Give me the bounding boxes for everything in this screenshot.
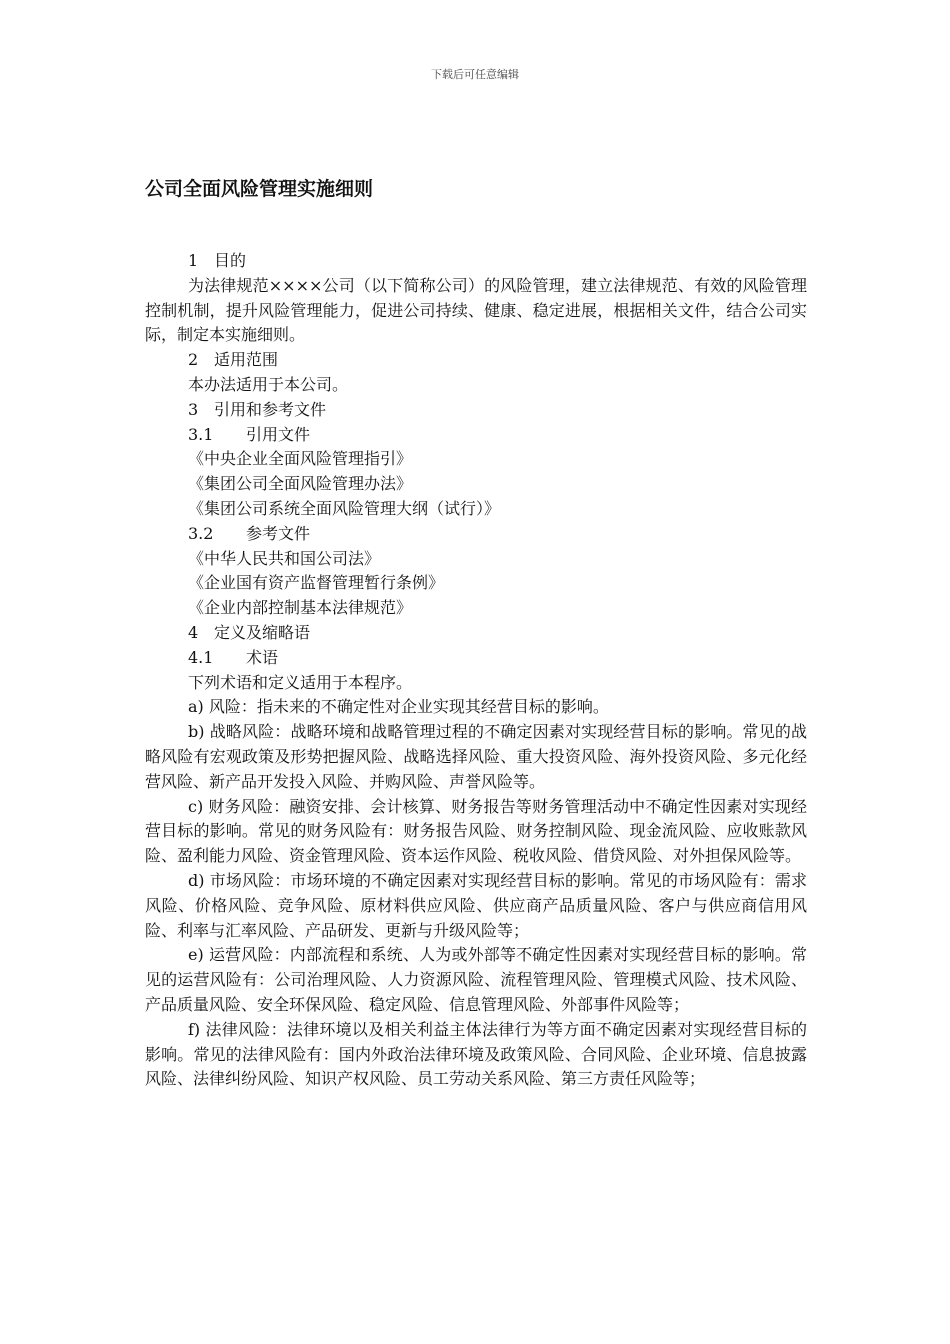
term-definition: d) 市场风险：市场环境的不确定因素对实现经营目标的影响。常见的市场风险有：需求风险、价格风险、竞争风险、原材料供应风险、供应商产品质量风险、客户与供应商信用风险、利率与汇率风险、产品研发、更新与升级风险等； — [145, 870, 807, 940]
subsection-label: 参考文件 — [246, 523, 311, 543]
subsection-heading — [145, 646, 807, 671]
subsection-label: 术语 — [246, 647, 279, 667]
header-note: 下载后可任意编辑 — [431, 68, 519, 81]
paragraph: 本办法适用于本公司。 — [188, 374, 349, 394]
subsection-number: 3.2 — [188, 523, 214, 543]
term-definition: f) 法律风险：法律环境以及相关利益主体法律行为等方面不确定因素对实现经营目标的影响。常见的法律风险有：国内外政治法律环境及政策风险、合同风险、企业环境、信息披露风险、法律纠纷风险、知识产权风险、员工劳动关系风险、第三方责任风险等； — [145, 1019, 807, 1089]
section-number: 1 — [188, 251, 199, 270]
term-definition: a) 风险：指未来的不确定性对企业实现其经营目标的影响。 — [188, 697, 609, 717]
document-title: 公司全面风险管理实施细则 — [145, 178, 374, 200]
section-number: 2 — [188, 350, 199, 370]
term-definition: e) 运营风险：内部流程和系统、人为或外部等不确定性因素对实现经营目标的影响。常见的运营风险有：公司治理风险、人力资源风险、流程管理风险、管理模式风险、技术风险、产品质量风险、安全环保风险、稳定风险、信息管理风险、外部事件风险等； — [145, 945, 807, 1014]
reference-item: 《集团公司系统全面风险管理大纲（试行）》 — [188, 498, 501, 518]
subsection-heading — [145, 522, 807, 547]
section-heading — [145, 398, 807, 423]
section-label: 引用和参考文件 — [214, 399, 327, 419]
subsection-label: 引用文件 — [246, 424, 311, 444]
subsection-heading — [145, 423, 807, 448]
section-number: 4 — [188, 622, 199, 642]
reference-item: 《集团公司全面风险管理办法》 — [188, 474, 413, 494]
paragraph: 为法律规范××××公司（以下简称公司）的风险管理，建立法律规范、有效的风险管理控制机制，提升风险管理能力，促进公司持续、健康、稳定进展，根据相关文件，结合公司实际，制定本实施细则。 — [145, 275, 807, 345]
reference-item: 《企业国有资产监督管理暂行条例》 — [188, 573, 445, 593]
reference-item: 《中央企业全面风险管理指引》 — [188, 449, 413, 469]
subsection-number: 3.1 — [188, 424, 214, 444]
term-definition: b) 战略风险：战略环境和战略管理过程的不确定因素对实现经营目标的影响。常见的战略风险有宏观政策及形势把握风险、战略选择风险、重大投资风险、海外投资风险、多元化经营风险、新产品开发投入风险、并购风险、声誉风险等。 — [145, 722, 807, 791]
section-label: 目的 — [214, 251, 247, 270]
document-body — [145, 249, 807, 1092]
section-number: 3 — [188, 399, 199, 419]
reference-item: 《企业内部控制基本法律规范》 — [188, 598, 413, 618]
section-label: 适用范围 — [214, 350, 279, 370]
subsection-number: 4.1 — [188, 647, 214, 667]
paragraph: 下列术语和定义适用于本程序。 — [188, 672, 413, 692]
section-label: 定义及缩略语 — [214, 622, 311, 642]
section-heading — [145, 621, 807, 646]
reference-item: 《中华人民共和国公司法》 — [188, 548, 381, 568]
term-definition: c) 财务风险：融资安排、会计核算、财务报告等财务管理活动中不确定性因素对实现经营目标的影响。常见的财务风险有：财务报告风险、财务控制风险、现金流风险、应收账款风险、盈利能力风险、资金管理风险、资本运作风险、税收风险、借贷风险、对外担保风险等。 — [145, 796, 807, 866]
section-heading — [145, 348, 807, 373]
section-heading — [145, 249, 807, 274]
